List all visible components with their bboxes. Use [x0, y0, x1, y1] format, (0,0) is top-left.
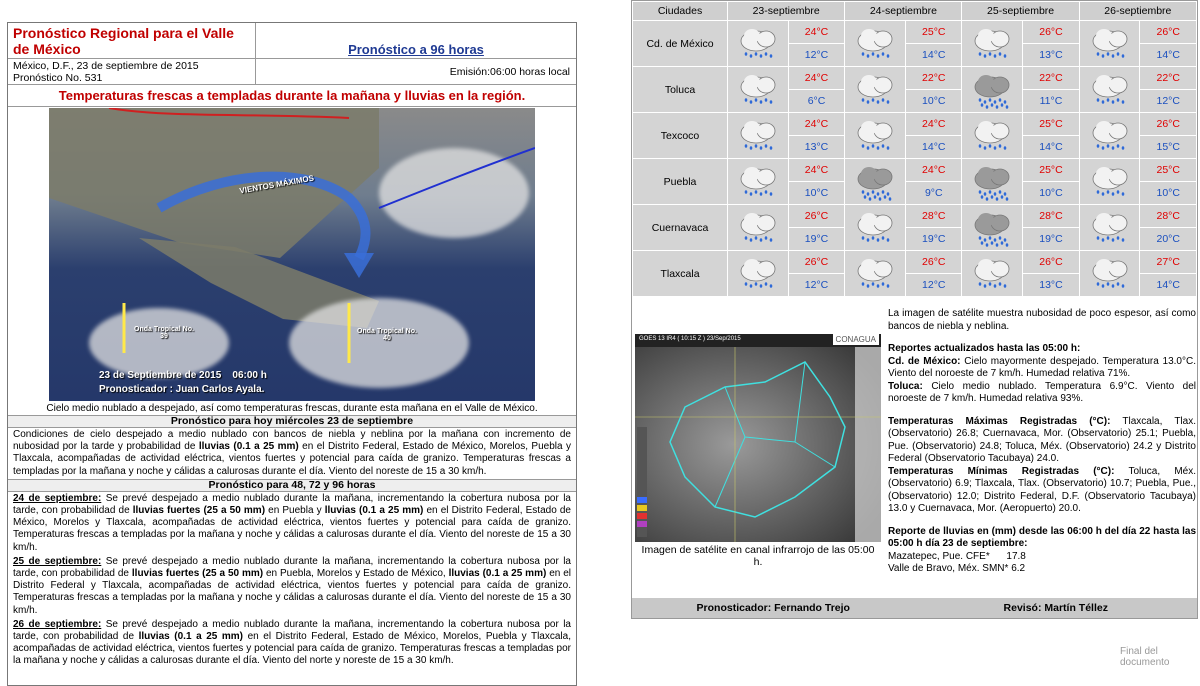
header [8, 23, 576, 59]
forecast-link[interactable]: Pronóstico a 96 horas [348, 42, 484, 57]
col-day: 23-septiembre [728, 2, 845, 21]
day-forecast-25: 25 de septiembre: Se prevé despejado a medio nublado durante la mañana, incrementando la cobertura nubosa por la tarde, con probabilidad de lluvias fuertes (25 a 50 mm) en Puebla, Morelos y Estado de México, lluvias (0.1 a 25 mm) en el Distrito Federal y Tlaxcala, acompañadas de actividad eléctrica, vientos fuertes y potencial para caída de granizo. Temperaturas frescas a templadas por la mañana y noche y cálidas a calurosas durante el día. Viento del noreste de 15 a 30 km/h. [13, 555, 571, 616]
city-name: Toluca [633, 67, 728, 113]
footer [632, 598, 1197, 618]
place-date: México, D.F., 23 de septiembre de 2015 [13, 60, 199, 72]
tropical-wave-39: Onda Tropical No. 39 [134, 326, 194, 340]
sat-header: GOES 13 IR4 ( 10:15 Z ) 23/Sep/2015 [639, 336, 741, 342]
today-forecast: Condiciones de cielo despejado a medio nublado con bancos de niebla y neblina por la mañana con incremento de nubosidad por la tarde y probabilidad de lluvias (0.1 a 25 mm) en el Distrito Federal, Estado de México, Morelos, Puebla y Tlaxcala, acompañadas de actividad eléctrica, vientos fuertes y potencial para caída de granizo. Temperaturas frescas a templadas por la mañana y noche y cálidas a calurosas durante el día. Viento del noreste de 15 a 30 km/h. [13, 429, 571, 477]
winds-label: VIENTOS MÁXIMOS [238, 173, 315, 196]
report-cdmx: Cd. de México: Cielo mayormente despejado. Temperatura 13.0°C. Viento del noroeste de 7 km/h. Humedad relativa 71%. [888, 355, 1196, 379]
min-temp: 9°C [906, 182, 962, 205]
min-temps: Temperaturas Mínimas Registradas (°C): Toluca, Méx. (Observatorio) 6.9; Tlaxcala, Tlax. (Observatorio) 10.7; Puebla, Pue., (Observatorio) 12.0; Distrito Federal, D.F. (Observatorio Tacubaya) 13.0 y Cuernavaca, Mor. (Aeropuerto) 20.0. [888, 465, 1196, 514]
city-name: Cuernavaca [633, 205, 728, 251]
right-page [631, 0, 1198, 619]
col-day: 24-septiembre [845, 2, 962, 21]
max-temp: 26°C [788, 251, 844, 274]
map-caption: Cielo medio nublado a despejado, así como temperaturas frescas, durante esta mañana en el Valle de México. [46, 403, 538, 414]
map-forecaster: Pronosticador : Juan Carlos Ayala. [99, 384, 265, 395]
satellite-map [635, 347, 881, 542]
cloud-rain-icon [728, 251, 789, 297]
cloud-rain-icon [845, 113, 906, 159]
max-temp: 26°C [788, 205, 844, 228]
report-text [888, 308, 1196, 576]
min-temp: 13°C [1023, 44, 1079, 67]
max-temp: 26°C [1140, 21, 1197, 44]
forecast-number: Pronóstico No. 531 [13, 72, 103, 84]
max-temp: 22°C [1140, 67, 1197, 90]
min-temp: 13°C [1023, 274, 1079, 297]
min-temp: 10°C [788, 182, 844, 205]
max-temp: 28°C [1023, 205, 1079, 228]
heavy-rain-icon [962, 67, 1023, 113]
max-temp: 25°C [1140, 159, 1197, 182]
satellite-image [635, 334, 881, 542]
max-temp: 26°C [1023, 251, 1079, 274]
max-temp: 26°C [1023, 21, 1079, 44]
min-temp: 14°C [1023, 136, 1079, 159]
table-row [633, 113, 1197, 136]
forecaster: Pronosticador: Fernando Trejo [696, 602, 850, 614]
min-temp: 14°C [906, 136, 962, 159]
max-temp: 24°C [906, 113, 962, 136]
reviewer: Revisó: Martín Téllez [1003, 602, 1108, 614]
page-title: Pronóstico Regional para el Valle de México [8, 23, 256, 58]
max-temp: 24°C [906, 159, 962, 182]
max-temp: 24°C [788, 159, 844, 182]
cloud-rain-icon [728, 21, 789, 67]
min-temp: 15°C [1140, 136, 1197, 159]
col-day: 26-septiembre [1079, 2, 1196, 21]
max-temp: 24°C [788, 67, 844, 90]
emission-time: Emisión:06:00 horas local [449, 65, 570, 78]
city-name: Texcoco [633, 113, 728, 159]
cloud-rain-icon [845, 21, 906, 67]
cloud-rain-icon [1079, 21, 1140, 67]
cloud-rain-icon [845, 205, 906, 251]
col-day: 25-septiembre [962, 2, 1079, 21]
max-temp: 24°C [788, 113, 844, 136]
min-temp: 13°C [788, 136, 844, 159]
cloud-rain-icon [1079, 113, 1140, 159]
weather-map [49, 108, 535, 401]
max-temp: 26°C [906, 251, 962, 274]
max-temp: 28°C [1140, 205, 1197, 228]
max-temp: 25°C [1023, 113, 1079, 136]
min-temp: 12°C [1140, 90, 1197, 113]
max-temp: 24°C [788, 21, 844, 44]
cloud-rain-icon [962, 113, 1023, 159]
table-row [633, 21, 1197, 44]
max-temp: 26°C [1140, 113, 1197, 136]
min-temp: 10°C [906, 90, 962, 113]
city-name: Tlaxcala [633, 251, 728, 297]
tropical-wave-40: Onda Tropical No. 40 [357, 328, 417, 342]
cloud-rain-icon [1079, 159, 1140, 205]
max-temp: 28°C [906, 205, 962, 228]
weather-map-container [8, 107, 576, 402]
city-name: Cd. de México [633, 21, 728, 67]
min-temp: 10°C [1140, 182, 1197, 205]
cloud-rain-icon [728, 67, 789, 113]
rain-title: Reporte de lluvias en (mm) desde las 06:00 h del día 22 hasta las 05:00 h día 23 de septiembre: [888, 525, 1196, 549]
map-date: 23 de Septiembre de 2015 06:00 h [99, 370, 267, 381]
col-city: Ciudades [633, 2, 728, 21]
cloud-rain-icon [728, 159, 789, 205]
cloud-rain-icon [845, 67, 906, 113]
table-row [633, 67, 1197, 90]
cloud-rain-icon [962, 21, 1023, 67]
subheader [8, 59, 576, 85]
table-row [633, 251, 1197, 274]
max-temps: Temperaturas Máximas Registradas (°C): Tlaxcala, Tlax. (Observatorio) 26.8; Cuernavaca, Mor. (Observatorio) 25.1; Puebla, Pue. (Observatorio) 24.8; Toluca, Méx. (Observatorio) 24.2 y Distrito Federal (Observatorio Tacubaya) 24.0. [888, 415, 1196, 464]
table-row [633, 205, 1197, 228]
cloud-rain-icon [845, 251, 906, 297]
heavy-rain-icon [845, 159, 906, 205]
table-row [633, 159, 1197, 182]
city-name: Puebla [633, 159, 728, 205]
day-forecast-26: 26 de septiembre: Se prevé despejado a medio nublado durante la mañana, incrementando la cobertura nubosa por la tarde, con probabilidad de lluvias (0.1 a 25 mm) en el Distrito Federal, Estado de México, Morelos, Puebla y Tlaxcala, acompañadas de actividad eléctrica, vientos fuertes y potencial para caída de granizo. Temperaturas frescas a templadas por la mañana y noche y cálidas a calurosas durante el día. Viento del norte y noreste de 15 a 30 km/h. [13, 618, 571, 667]
cloud-rain-icon [962, 251, 1023, 297]
heavy-rain-icon [962, 159, 1023, 205]
wind-arrow [49, 108, 535, 401]
min-temp: 14°C [906, 44, 962, 67]
cloud-rain-icon [1079, 67, 1140, 113]
report-toluca: Toluca: Cielo medio nublado. Temperatura 6.9°C. Viento del noroeste de 7 km/h. Humedad relativa 93%. [888, 380, 1196, 404]
max-temp: 25°C [1023, 159, 1079, 182]
min-temp: 11°C [1023, 90, 1079, 113]
min-temp: 14°C [1140, 44, 1197, 67]
forecast-period [256, 23, 576, 58]
cloud-rain-icon [1079, 251, 1140, 297]
max-temp: 25°C [906, 21, 962, 44]
min-temp: 10°C [1023, 182, 1079, 205]
min-temp: 19°C [788, 228, 844, 251]
rain-report-1: Mazatepec, Pue. CFE* 17.8 [888, 550, 1026, 562]
days-header: Pronóstico para 48, 72 y 96 horas [8, 479, 576, 492]
end-of-document: Final del documento [1120, 646, 1170, 668]
min-temp: 19°C [1023, 228, 1079, 251]
forecast-table [632, 1, 1197, 297]
heavy-rain-icon [962, 205, 1023, 251]
min-temp: 12°C [906, 274, 962, 297]
min-temp: 14°C [1140, 274, 1197, 297]
left-page [7, 22, 577, 686]
conagua-logo: CONAGUA [833, 334, 879, 345]
max-temp: 27°C [1140, 251, 1197, 274]
today-header: Pronóstico para hoy miércoles 23 de septiembre [8, 415, 576, 428]
cloud-rain-icon [728, 205, 789, 251]
min-temp: 19°C [906, 228, 962, 251]
reports-title: Reportes actualizados hasta las 05:00 h: [888, 343, 1081, 354]
satellite-caption: Imagen de satélite en canal infrarrojo de las 05:00 h. [641, 544, 875, 568]
min-temp: 20°C [1140, 228, 1197, 251]
max-temp: 22°C [906, 67, 962, 90]
min-temp: 6°C [788, 90, 844, 113]
min-temp: 12°C [788, 44, 844, 67]
rain-report-2: Valle de Bravo, Méx. SMN* 6.2 [888, 563, 1026, 574]
cloud-rain-icon [1079, 205, 1140, 251]
headline: Temperaturas frescas a templadas durante la mañana y lluvias en la región. [8, 85, 576, 107]
cloud-rain-icon [728, 113, 789, 159]
sat-description: La imagen de satélite muestra nubosidad de poco espesor, así como bancos de niebla y neblina. [888, 308, 1196, 332]
min-temp: 12°C [788, 274, 844, 297]
day-forecast-24: 24 de septiembre: Se prevé despejado a medio nublado durante la mañana, incrementando la cobertura nubosa por la tarde, con probabilidad de lluvias fuertes (25 a 50 mm) en Puebla y lluvias (0.1 a 25 mm) en el Distrito Federal, Estado de México, Morelos y Tlaxcala, acompañadas de actividad eléctrica, vientos fuertes y potencial para caída de granizo. Temperaturas frescas a templadas por la mañana y noche y cálidas a calurosas durante el día. Viento del noreste de 15 a 30 km/h. [13, 492, 571, 553]
max-temp: 22°C [1023, 67, 1079, 90]
